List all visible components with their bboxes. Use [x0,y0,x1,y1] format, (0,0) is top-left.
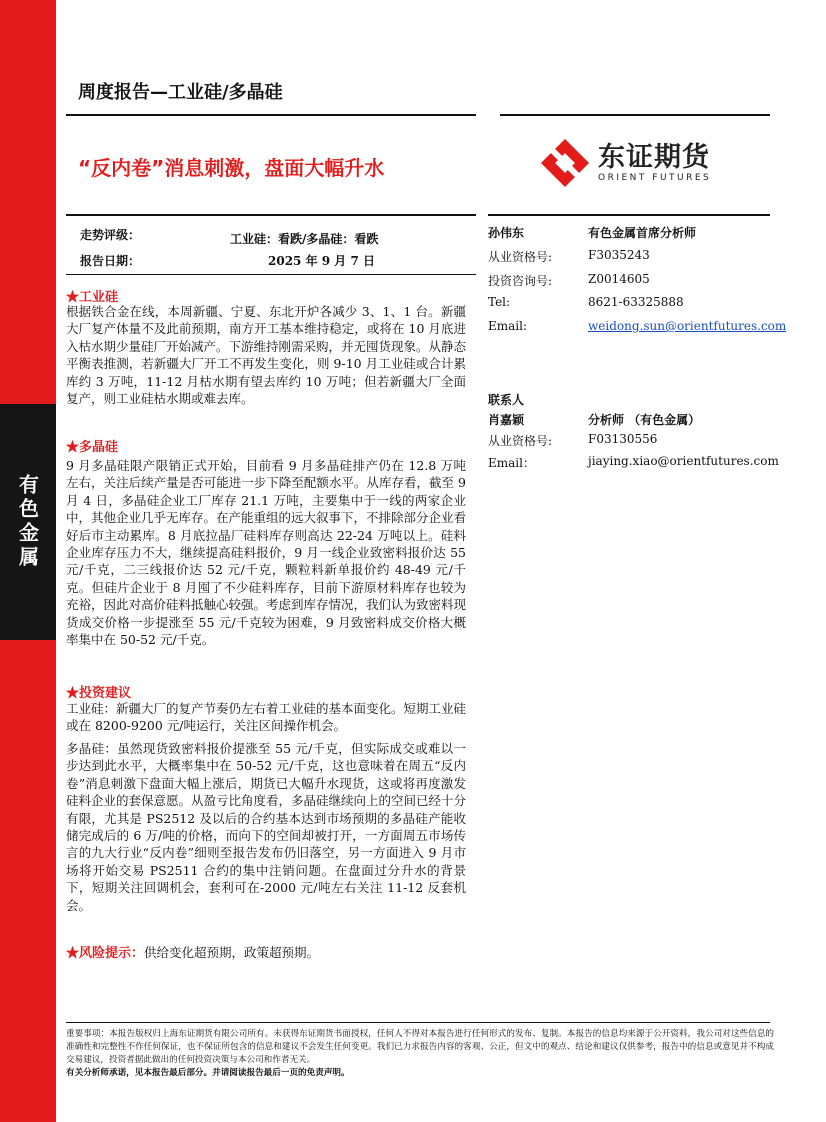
date-value: 2025 年 9 月 7 日 [268,254,375,268]
logo-name-en: ORIENT FUTURES [598,173,712,183]
section-title-investment: ★投资建议 [66,686,132,701]
analyst-name: 孙伟东 [488,226,525,240]
analyst-tel: 8621-63325888 [588,295,684,309]
meta-divider-left [66,214,476,216]
analyst-email-label: Email: [488,319,528,333]
section-title-polysilicon: ★多晶硅 [66,440,119,455]
section-body-silicon: 根据铁合金在线，本周新疆、宁夏、东北开炉各减少 3、1、1 台。新疆大厂复产体量不及此前预期，南方开工基本维持稳定，或将在 10 月底进入枯水期少量硅厂开始减产。下游维持刚需采购，并无囤货现象。从静态平衡表推测，若新疆大厂开工不再发生变化，则 9-10 月工业硅或合计累库约 3 万吨，11-12 月枯水期有望去库约 10 万吨；但若新疆大厂全面复产，则工业硅枯水期或难去库。 [66,304,467,407]
section-body-investment-2: 多晶硅：虽然现货致密料报价提涨至 55 元/千克，但实际成交或难以一步达到此水平，大概率集中在 50-52 元/千克，这也意味着在周五“反内卷”消息刺激下盘面大幅上涨后，期货已大幅升水现货，这或将再度激发硅料企业的套保意愿。从盈亏比角度看，多晶硅继续向上的空间已经十分有限，尤其是 PS2512 及以后的合约基本达到市场预期的多晶硅产能收储完成后的 6 万/吨的价格，而向下的空间却被打开，一方面周五市场传言的九大行业“反内卷”细则至报告发布仍旧落空，另一方面进入 9 月市场将开始交易 PS2511 合约的集中注销问题。在盘面过分升水的背景下，短期关注回调机会，套利可在-2000 元/吨左右关注 11-12 反套机会。 [66,741,467,913]
analyst-cert: F3035243 [588,248,650,262]
contact-cert-label: 从业资格号: [488,434,553,448]
logo-mark-icon [540,138,590,188]
section-body-investment-1: 工业硅：新疆大厂的复产节奏仍左右着工业硅的基本面变化。短期工业硅或在 8200-9200 元/吨运行，关注区间操作机会。 [66,701,467,734]
analyst-consult: Z0014605 [588,272,650,286]
analyst-consult-label: 投资咨询号: [488,274,553,288]
meta-bottom-divider [66,274,476,275]
footer-divider [66,1022,770,1023]
analyst-cert-label: 从业资格号: [488,250,553,264]
contact-title: 分析师 （有色金属） [588,413,701,427]
header-divider-left [66,114,476,116]
risk-title: ★风险提示： [66,946,145,961]
headline: “反内卷”消息刺激，盘面大幅升水 [78,156,385,180]
logo-name-cn: 东证期货 [598,142,710,173]
contact-email[interactable]: jiaying.xiao@orientfutures.com [588,454,779,468]
footer-notice: 有关分析师承诺，见本报告最后部分。并请阅读报告最后一页的免责声明。 [66,1068,350,1078]
meta-divider-right [488,214,770,216]
contact-cert: F03130556 [588,432,658,446]
contact-email-label: Email： [488,456,535,470]
sector-label: 有色金属 [15,474,40,570]
section-body-polysilicon: 9 月多晶硅限产限销正式开始，目前看 9 月多晶硅排产仍在 12.8 万吨左右，关注后续产量是否可能进一步下降至配额水平。从库存看，截至 9 月 4 日，多晶硅企业工厂库存 21.1 万吨，主要集中于一线的两家企业中，其他企业几乎无库存。在产能重组的远大叙事下，不排除部分企业看好后市主动累库。8 月底拉晶厂硅料库存则高达 22-24 万吨以上。硅料企业库存压力不大，继续提高硅料报价，9 月一线企业致密料报价达 55 元/千克，二三线报价达 52 元/千克，颗粒料新单报价约 48-49 元/千克。但硅片企业于 8 月囤了不少硅料库存，目前下游原材料库存也较为充裕，因此对高价硅料抵触心较强。考虑到库存情况，我们认为致密料现货成交价格一步提涨至 55 元/千克较为困难，9 月致密料成交价格大概率集中在 50-52 元/千克。 [66,458,467,648]
footer-disclaimer: 重要事项：本报告版权归上海东证期货有限公司所有。未获得东证期货书面授权，任何人不得对本报告进行任何形式的发布、复制。本报告的信息均来源于公开资料，我公司对这些信息的准确性和完整性不作任何保证，也不保证所包含的信息和建议不会发生任何变更。我们已力求报告内容的客观、公正，但文中的观点、结论和建议仅供参考，报告中的信息或意见并不构成交易建议，投资者据此做出的任何投资决策与本公司和作者无关。 [66,1029,774,1065]
section-title-silicon: ★工业硅 [66,290,119,305]
rating-label: 走势评级： [80,228,141,242]
contact-label: 联系人 [488,393,525,407]
analyst-email-link[interactable]: weidong.sun@orientfutures.com [588,319,787,333]
analyst-tel-label: Tel: [488,295,511,309]
rating-value: 工业硅：看跌/多晶硅：看跌 [230,232,379,246]
header-divider-right [500,114,770,116]
sector-tab [0,404,56,640]
risk-warning [66,944,466,962]
risk-body: 供给变化超预期，政策超预期。 [144,945,320,960]
report-type-title: 周度报告—工业硅/多晶硅 [78,82,283,103]
analyst-title: 有色金属首席分析师 [588,226,697,240]
date-label: 报告日期： [80,254,141,268]
company-logo [540,138,711,188]
contact-name: 肖嘉颖 [488,413,525,427]
